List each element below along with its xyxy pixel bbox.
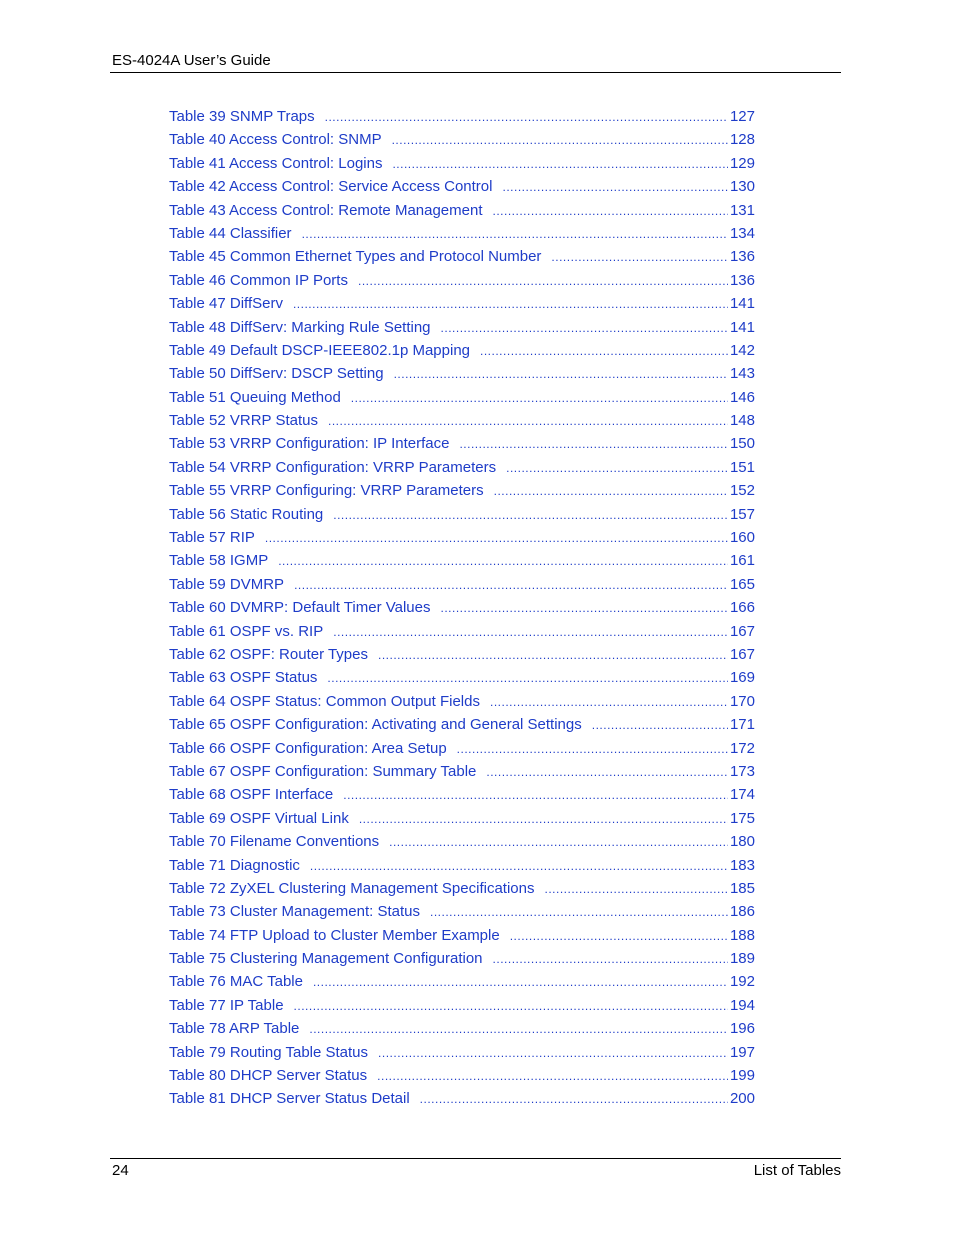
toc-entry-link[interactable] [169, 807, 755, 830]
toc-entry-page-number: 175 [729, 809, 755, 827]
toc-entry-page-number: 143 [729, 365, 755, 383]
toc-entry-page-number: 183 [729, 856, 755, 874]
toc-entry-link[interactable] [169, 409, 755, 432]
toc-entry-link[interactable] [169, 199, 755, 222]
toc-dot-leader [358, 270, 728, 293]
toc-entry-link[interactable] [169, 316, 755, 339]
toc-entry-link[interactable] [169, 783, 755, 806]
toc-entry-link[interactable] [169, 690, 755, 713]
toc-entry-label: Table 49 Default DSCP-IEEE802.1p Mapping [169, 341, 471, 359]
toc-dot-leader [506, 457, 728, 480]
toc-entry-page-number: 185 [729, 879, 755, 897]
toc-entry-label: Table 75 Clustering Management Configuration [169, 950, 483, 968]
toc-dot-leader [389, 831, 728, 854]
toc-entry-page-number: 151 [729, 458, 755, 476]
toc-entry-page-number: 172 [729, 739, 755, 757]
toc-entry-label: Table 65 OSPF Configuration: Activating and General Settings [169, 716, 582, 734]
toc-entry-label: Table 68 OSPF Interface [169, 786, 334, 804]
toc-entry-page-number: 194 [729, 996, 755, 1014]
toc-dot-leader [430, 901, 728, 924]
toc-dot-leader [310, 855, 728, 878]
toc-entry-label: Table 66 OSPF Configuration: Area Setup [169, 739, 447, 757]
page-header-title: ES-4024A User’s Guide [112, 52, 271, 69]
toc-entry-label: Table 73 Cluster Management: Status [169, 903, 420, 921]
toc-entry-link[interactable] [169, 386, 755, 409]
toc-entry-page-number: 127 [729, 108, 755, 125]
toc-entry-page-number: 167 [729, 622, 755, 640]
toc-entry-link[interactable] [169, 1017, 755, 1040]
toc-entry-page-number: 160 [729, 529, 755, 547]
toc-entry-link[interactable] [169, 1087, 755, 1110]
toc-entry-label: Table 70 Filename Conventions [169, 833, 380, 851]
toc-entry-label: Table 59 DVMRP [169, 575, 285, 593]
toc-entry-label: Table 42 Access Control: Service Access Control [169, 178, 493, 196]
toc-dot-leader [544, 878, 727, 901]
toc-entry-page-number: 200 [729, 1090, 755, 1108]
toc-entry-link[interactable] [169, 128, 755, 151]
toc-entry-page-number: 150 [729, 435, 755, 453]
toc-entry-link[interactable] [169, 830, 755, 853]
toc-entry-page-number: 170 [729, 692, 755, 710]
toc-entry-link[interactable] [169, 339, 755, 362]
toc-entry-page-number: 130 [729, 178, 755, 196]
toc-dot-leader [420, 1088, 728, 1111]
toc-entry-page-number: 134 [729, 224, 755, 242]
toc-dot-leader [278, 550, 728, 573]
toc-entry-link[interactable] [169, 479, 755, 502]
toc-dot-leader [333, 504, 728, 527]
toc-entry-link[interactable] [169, 432, 755, 455]
toc-entry-page-number: 129 [729, 154, 755, 172]
toc-entry-page-number: 174 [729, 786, 755, 804]
toc-entry-page-number: 157 [729, 505, 755, 523]
toc-entry-page-number: 165 [729, 575, 755, 593]
toc-entry-page-number: 161 [729, 552, 755, 570]
toc-entry-label: Table 45 Common Ethernet Types and Protocol Number [169, 248, 542, 266]
footer-page-number: 24 [112, 1162, 129, 1179]
toc-entry-link[interactable] [169, 947, 755, 970]
toc-entry-label: Table 63 OSPF Status [169, 669, 318, 687]
table-of-contents-list [169, 105, 755, 1111]
toc-entry-label: Table 41 Access Control: Logins [169, 154, 383, 172]
toc-dot-leader [327, 667, 728, 690]
toc-entry-page-number: 197 [729, 1043, 755, 1061]
toc-entry-link[interactable] [169, 737, 755, 760]
footer-section-title: List of Tables [753, 1162, 841, 1179]
toc-entry-label: Table 79 Routing Table Status [169, 1043, 369, 1061]
toc-entry-link[interactable] [169, 596, 755, 619]
toc-entry-page-number: 142 [729, 341, 755, 359]
toc-entry-label: Table 50 DiffServ: DSCP Setting [169, 365, 384, 383]
toc-dot-leader [325, 106, 728, 129]
toc-entry-label: Table 44 Classifier [169, 224, 292, 242]
toc-entry-page-number: 136 [729, 271, 755, 289]
toc-entry-label: Table 80 DHCP Server Status [169, 1067, 368, 1085]
toc-entry-link[interactable] [169, 245, 755, 268]
toc-entry-link[interactable] [169, 970, 755, 993]
toc-entry-label: Table 53 VRRP Configuration: IP Interface [169, 435, 450, 453]
toc-entry-page-number: 188 [729, 926, 755, 944]
toc-dot-leader [494, 480, 728, 503]
toc-entry-page-number: 186 [729, 903, 755, 921]
toc-entry-link[interactable] [169, 152, 755, 175]
toc-entry-page-number: 199 [729, 1067, 755, 1085]
toc-dot-leader [302, 223, 728, 246]
toc-entry-page-number: 128 [729, 131, 755, 149]
toc-dot-leader [309, 1018, 728, 1041]
toc-entry-page-number: 146 [729, 388, 755, 406]
toc-entry-label: Table 55 VRRP Configuring: VRRP Parameters [169, 482, 484, 500]
toc-entry-page-number: 196 [729, 1020, 755, 1038]
toc-entry-label: Table 64 OSPF Status: Common Output Fields [169, 692, 480, 710]
toc-entry-label: Table 40 Access Control: SNMP [169, 131, 382, 149]
toc-dot-leader [457, 738, 728, 761]
toc-entry-link[interactable] [169, 1041, 755, 1064]
toc-dot-leader [441, 597, 728, 620]
toc-entry-page-number: 148 [729, 412, 755, 430]
footer-divider [110, 1158, 841, 1159]
toc-entry-label: Table 67 OSPF Configuration: Summary Table [169, 762, 477, 780]
toc-dot-leader [502, 176, 727, 199]
toc-entry-page-number: 167 [729, 645, 755, 663]
header-divider [110, 72, 841, 73]
toc-dot-leader [293, 293, 728, 316]
toc-entry-label: Table 39 SNMP Traps [169, 108, 315, 125]
toc-dot-leader [493, 200, 728, 223]
toc-entry-link[interactable] [169, 549, 755, 572]
toc-entry-link[interactable] [169, 854, 755, 877]
toc-entry-link[interactable] [169, 456, 755, 479]
toc-entry-label: Table 78 ARP Table [169, 1020, 300, 1038]
toc-entry-label: Table 74 FTP Upload to Cluster Member Example [169, 926, 500, 944]
toc-entry-link[interactable] [169, 713, 755, 736]
toc-entry-page-number: 169 [729, 669, 755, 687]
toc-dot-leader [265, 527, 728, 550]
toc-dot-leader [333, 621, 728, 644]
toc-entry-link[interactable] [169, 620, 755, 643]
toc-entry-label: Table 43 Access Control: Remote Management [169, 201, 483, 219]
toc-entry-page-number: 131 [729, 201, 755, 219]
toc-entry-label: Table 61 OSPF vs. RIP [169, 622, 324, 640]
toc-entry-link[interactable] [169, 503, 755, 526]
toc-dot-leader [392, 153, 728, 176]
toc-dot-leader [459, 433, 728, 456]
toc-entry-link[interactable] [169, 900, 755, 923]
toc-dot-leader [551, 246, 728, 269]
toc-dot-leader [378, 644, 728, 667]
toc-dot-leader [294, 995, 728, 1018]
toc-entry-label: Table 54 VRRP Configuration: VRRP Parameters [169, 458, 497, 476]
toc-entry-page-number: 180 [729, 833, 755, 851]
toc-dot-leader [394, 363, 728, 386]
toc-entry-page-number: 166 [729, 599, 755, 617]
toc-dot-leader [343, 784, 728, 807]
toc-entry-page-number: 192 [729, 973, 755, 991]
toc-entry-label: Table 47 DiffServ [169, 295, 283, 313]
toc-entry-link[interactable] [169, 175, 755, 198]
toc-dot-leader [313, 971, 728, 994]
toc-dot-leader [328, 410, 728, 433]
toc-entry-label: Table 52 VRRP Status [169, 412, 318, 430]
toc-entry-link[interactable] [169, 269, 755, 292]
toc-dot-leader [510, 925, 728, 948]
toc-dot-leader [377, 1065, 728, 1088]
toc-dot-leader [351, 387, 728, 410]
toc-dot-leader [294, 574, 728, 597]
toc-entry-link[interactable] [169, 666, 755, 689]
toc-entry-link[interactable] [169, 292, 755, 315]
toc-entry-label: Table 57 RIP [169, 529, 255, 547]
toc-entry-page-number: 189 [729, 950, 755, 968]
toc-dot-leader [490, 691, 728, 714]
toc-entry-link[interactable] [169, 643, 755, 666]
toc-entry-label: Table 56 Static Routing [169, 505, 324, 523]
toc-entry-label: Table 48 DiffServ: Marking Rule Setting [169, 318, 431, 336]
toc-entry-link[interactable] [169, 994, 755, 1017]
toc-entry-label: Table 77 IP Table [169, 996, 284, 1014]
toc-dot-leader [480, 340, 728, 363]
toc-entry-label: Table 72 ZyXEL Clustering Management Specifications [169, 879, 535, 897]
toc-entry-label: Table 81 DHCP Server Status Detail [169, 1090, 410, 1108]
toc-entry-link[interactable] [169, 877, 755, 900]
toc-dot-leader [441, 317, 728, 340]
toc-dot-leader [486, 761, 728, 784]
toc-entry-link[interactable] [169, 222, 755, 245]
toc-entry-page-number: 152 [729, 482, 755, 500]
toc-entry-label: Table 58 IGMP [169, 552, 269, 570]
toc-entry-label: Table 60 DVMRP: Default Timer Values [169, 599, 431, 617]
toc-dot-leader [592, 714, 728, 737]
toc-entry-label: Table 76 MAC Table [169, 973, 303, 991]
toc-entry-link[interactable] [169, 526, 755, 549]
toc-dot-leader [392, 129, 728, 152]
toc-entry-link[interactable] [169, 924, 755, 947]
toc-entry-label: Table 71 Diagnostic [169, 856, 300, 874]
toc-entry-page-number: 136 [729, 248, 755, 266]
toc-entry-label: Table 69 OSPF Virtual Link [169, 809, 349, 827]
toc-entry-label: Table 51 Queuing Method [169, 388, 341, 406]
toc-entry-page-number: 141 [729, 295, 755, 313]
toc-dot-leader [359, 808, 728, 831]
toc-entry-link[interactable] [169, 1064, 755, 1087]
toc-entry-page-number: 173 [729, 762, 755, 780]
toc-entry-label: Table 62 OSPF: Router Types [169, 645, 368, 663]
toc-entry-link[interactable] [169, 760, 755, 783]
toc-dot-leader [493, 948, 728, 971]
toc-entry-link[interactable] [169, 105, 755, 128]
toc-dot-leader [378, 1042, 728, 1065]
toc-entry-page-number: 171 [729, 716, 755, 734]
toc-entry-link[interactable] [169, 362, 755, 385]
toc-entry-page-number: 141 [729, 318, 755, 336]
toc-entry-link[interactable] [169, 573, 755, 596]
toc-entry-label: Table 46 Common IP Ports [169, 271, 348, 289]
